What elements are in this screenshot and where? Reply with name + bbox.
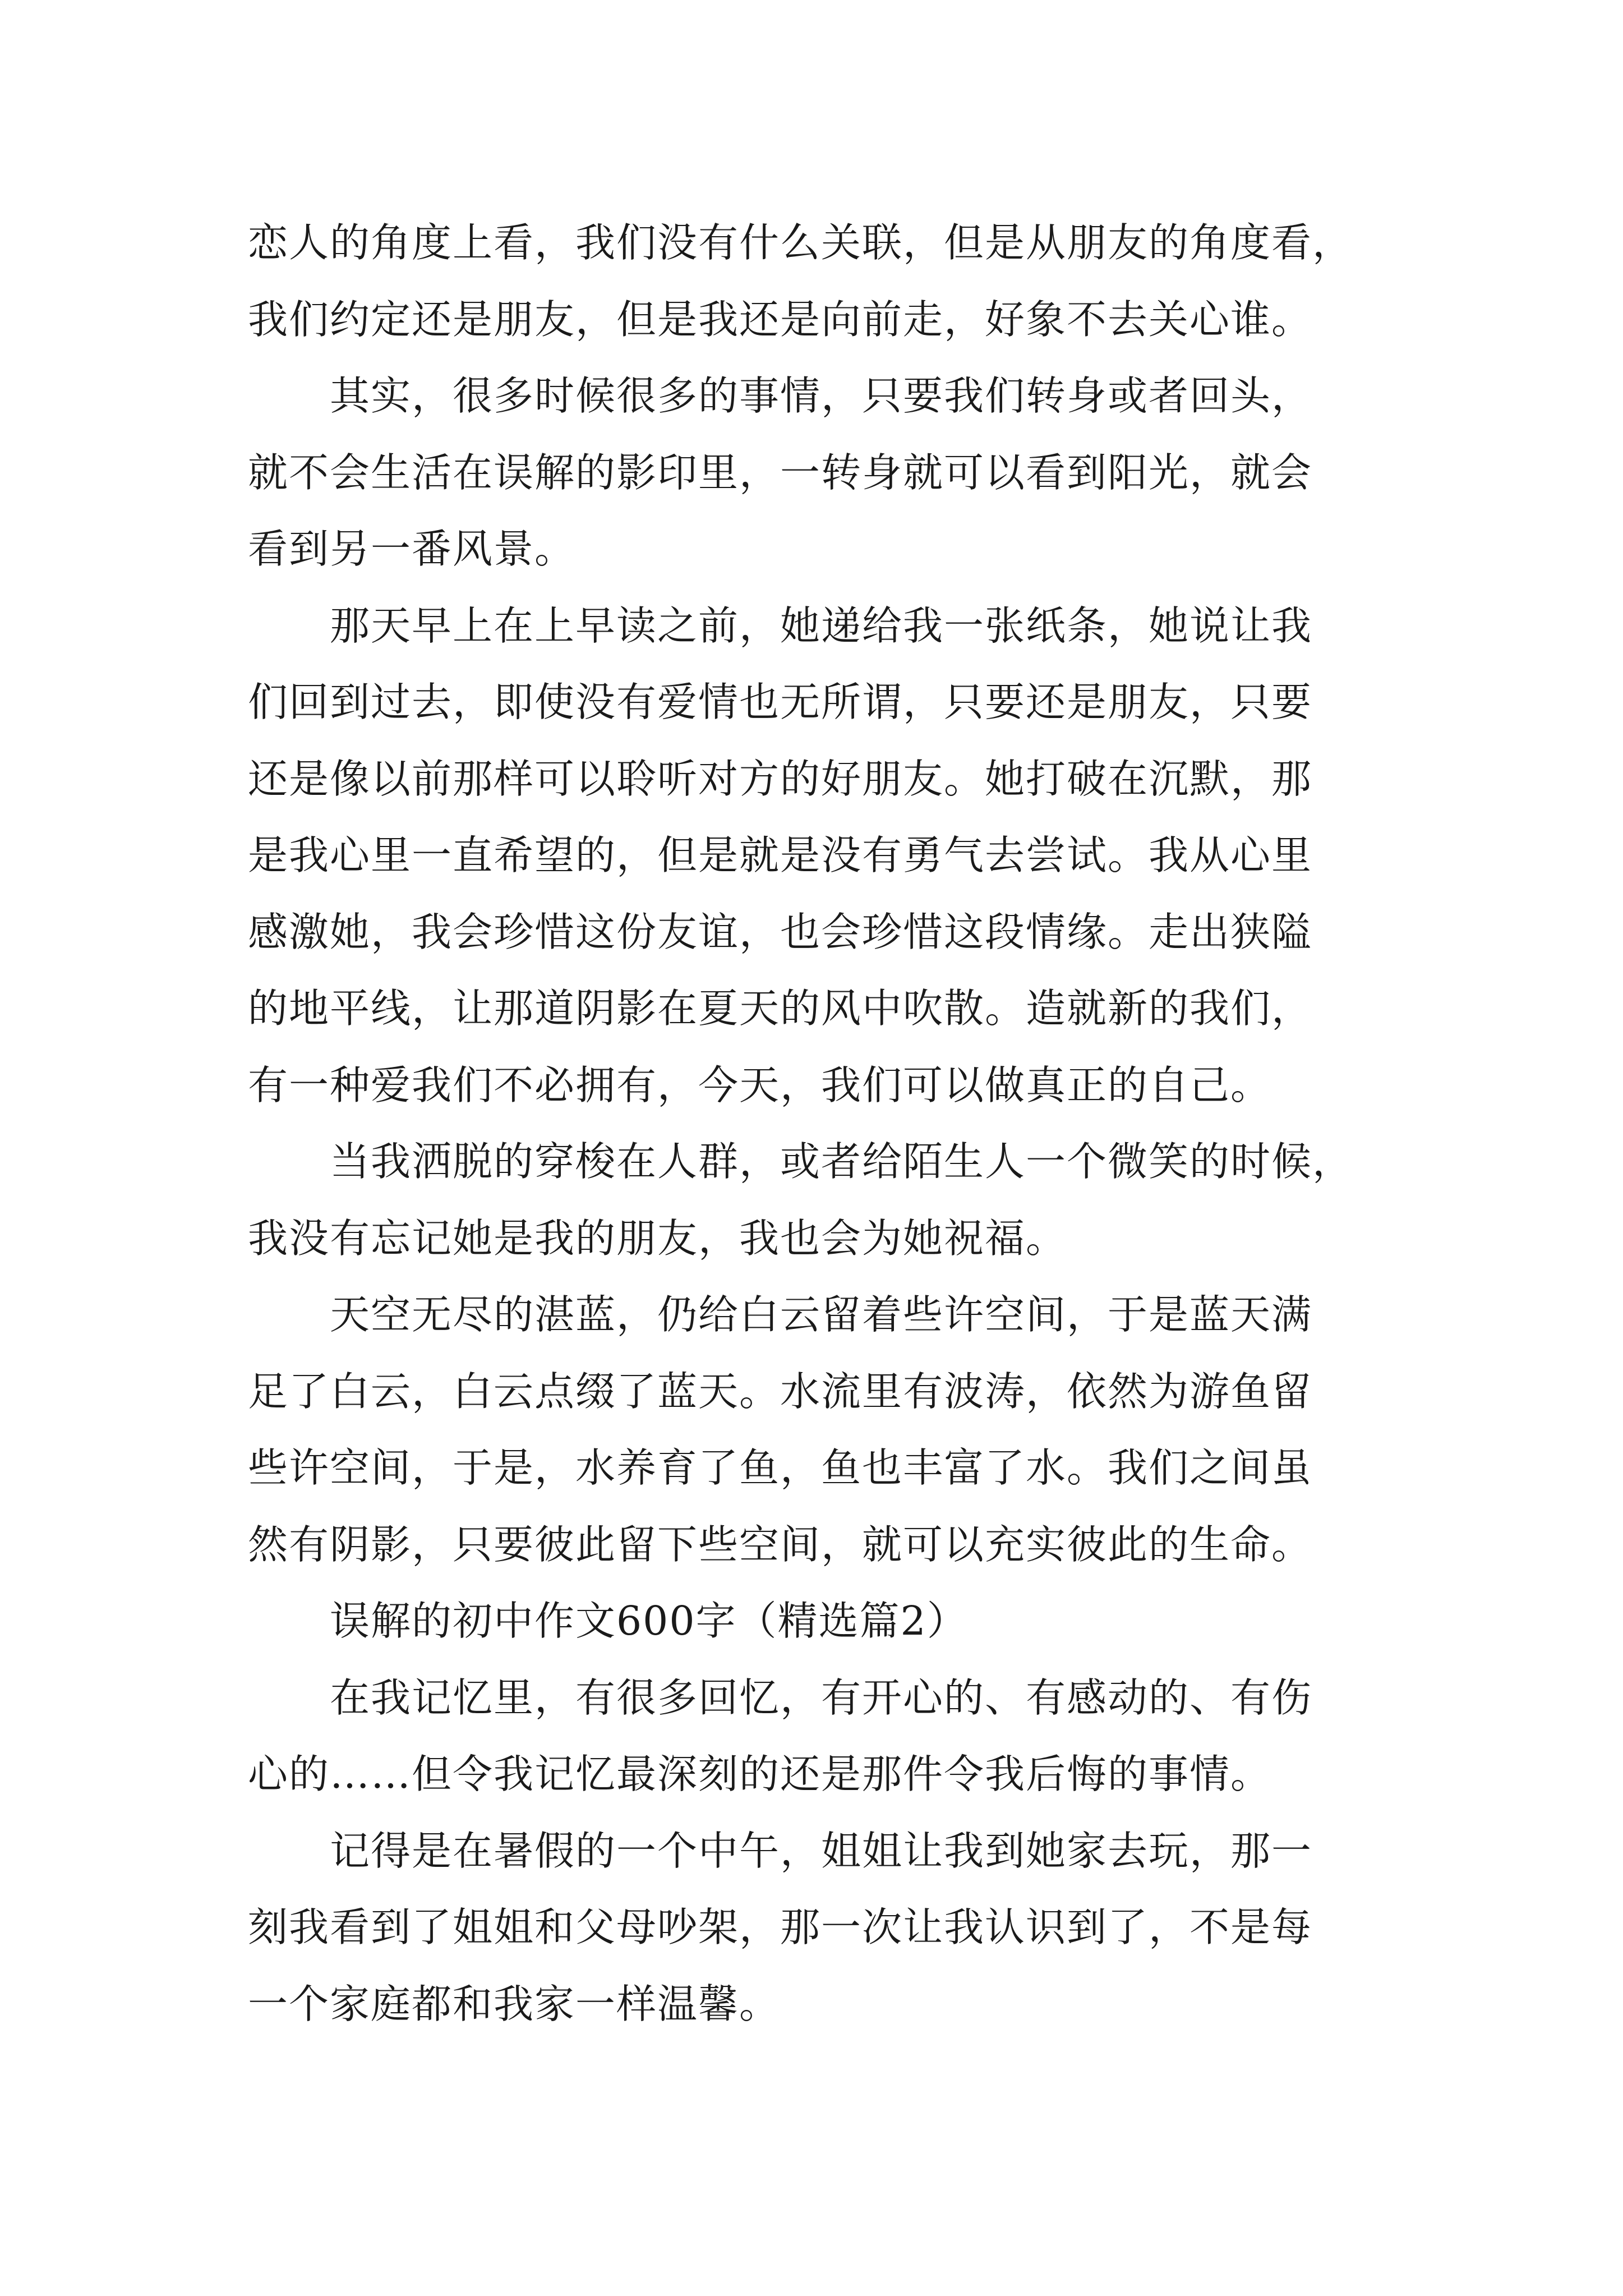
- text-line: 然有阴影，只要彼此留下些空间，就可以充实彼此的生命。: [248, 1521, 1313, 1568]
- text-line: 心的……但令我记忆最深刻的还是那件令我后悔的事情。: [248, 1751, 1272, 1797]
- text-line: 一个家庭都和我家一样温馨。: [248, 1980, 781, 2027]
- text-line: 误解的初中作文600字（精选篇2）: [330, 1598, 968, 1644]
- text-line: 刻我看到了姐姐和父母吵架，那一次让我认识到了，不是每: [248, 1904, 1313, 1950]
- text-line: 那天早上在上早读之前，她递给我一张纸条，她说让我: [330, 602, 1313, 649]
- text-line: 还是像以前那样可以聆听对方的好朋友。她打破在沉默，那: [248, 755, 1313, 802]
- text-line: 感激她，我会珍惜这份友谊，也会珍惜这段情缘。走出狭隘: [248, 908, 1313, 955]
- text-line: 其实，很多时候很多的事情，只要我们转身或者回头，: [330, 372, 1313, 419]
- text-line: 记得是在暑假的一个中午，姐姐让我到她家去玩，那一: [330, 1827, 1313, 1874]
- article-body: [248, 205, 1403, 2042]
- text-line: 足了白云，白云点缀了蓝天。水流里有波涛，依然为游鱼留: [248, 1368, 1313, 1415]
- text-line: 在我记忆里，有很多回忆，有开心的、有感动的、有伤: [330, 1674, 1313, 1721]
- text-line: 有一种爱我们不必拥有，今天，我们可以做真正的自己。: [248, 1061, 1272, 1108]
- text-line: 们回到过去，即使没有爱情也无所谓，只要还是朋友，只要: [248, 679, 1313, 725]
- text-line: 些许空间，于是，水养育了鱼，鱼也丰富了水。我们之间虽: [248, 1444, 1313, 1491]
- text-line: 我们约定还是朋友，但是我还是向前走，好象不去关心谁。: [248, 296, 1313, 343]
- text-line: 天空无尽的湛蓝，仍给白云留着些许空间，于是蓝天满: [330, 1291, 1313, 1338]
- text-line: 的地平线，让那道阴影在夏天的风中吹散。造就新的我们，: [248, 985, 1313, 1032]
- text-line: 看到另一番风景。: [248, 526, 576, 572]
- text-line: 我没有忘记她是我的朋友，我也会为她祝福。: [248, 1214, 1067, 1262]
- text-line: 当我洒脱的穿梭在人群，或者给陌生人一个微笑的时候，: [330, 1138, 1354, 1185]
- text-line: 恋人的角度上看，我们没有什么关联，但是从朋友的角度看，: [248, 219, 1354, 266]
- text-line: 就不会生活在误解的影印里，一转身就可以看到阳光，就会: [248, 449, 1313, 496]
- text-line: 是我心里一直希望的，但是就是没有勇气去尝试。我从心里: [248, 832, 1313, 878]
